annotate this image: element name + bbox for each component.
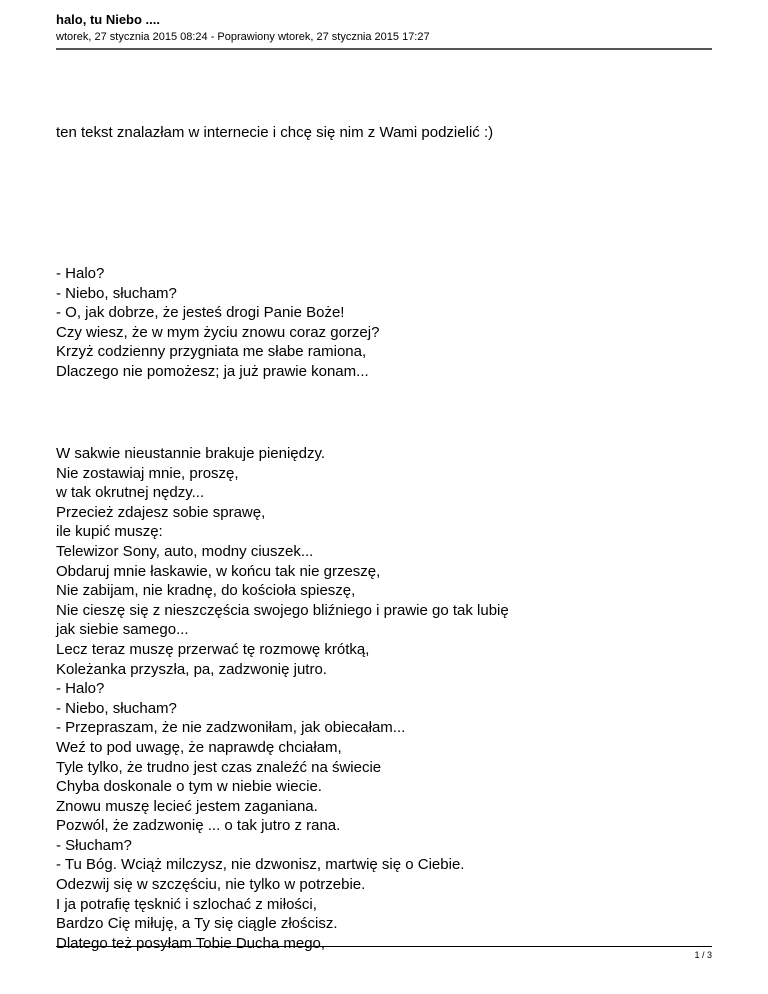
poem-line: Dlaczego nie pomożesz; ja już prawie konam... [56,362,369,380]
header-divider [56,48,712,50]
article-title: halo, tu Niebo .... [56,12,160,27]
document-header [56,12,712,44]
poem-line: Krzyż codzienny przygniata me słabe ramiona, [56,343,367,361]
poem-line: - Halo? [56,265,105,282]
poem-line: ile kupić muszę: [56,523,163,541]
poem-line: w tak okrutnej nędzy... [56,484,205,502]
poem-line: Znowu muszę lecieć jestem zaganiana. [56,797,318,815]
poem-line: Dlatego też posyłam Tobie Ducha mego, [56,934,326,952]
poem-stanza-2 [56,444,509,953]
poem-line: Bardzo Cię miłuję, a Ty się ciągle złościsz. [56,915,338,933]
poem-line: Pozwól, że zadzwonię ... o tak jutro z rana. [56,817,341,835]
poem-line: Czy wiesz, że w mym życiu znowu coraz gorzej? [56,323,380,341]
poem-line: Lecz teraz muszę przerwać tę rozmowę krótką, [56,640,370,658]
poem-line: Chyba doskonale o tym w niebie wiecie. [56,778,322,796]
poem-line: W sakwie nieustannie brakuje pieniędzy. [56,445,326,462]
poem-line: Telewizor Sony, auto, modny ciuszek... [56,542,314,560]
page-number: 1 / 3 [694,950,712,960]
poem-line: Odezwij się w szczęściu, nie tylko w potrzebie. [56,876,366,894]
poem-line: - Słucham? [56,836,132,854]
poem-line: jak siebie samego... [56,621,189,639]
poem-line: Obdaruj mnie łaskawie, w końcu tak nie grzeszę, [56,562,381,580]
poem-line: - Niebo, słucham? [56,699,177,717]
poem-line: - Przepraszam, że nie zadzwoniłam, jak obiecałam... [56,719,406,737]
footer-divider [56,946,712,947]
poem-line: - O, jak dobrze, że jesteś drogi Panie Boże! [56,304,345,322]
poem-line: - Tu Bóg. Wciąż milczysz, nie dzwonisz, martwię się o Ciebie. [56,856,465,874]
poem-line: - Niebo, słucham? [56,284,177,302]
poem-line: Tyle tylko, że trudno jest czas znaleźć na świecie [56,758,382,776]
poem-line: Nie cieszę się z nieszczęścia swojego bliźniego i prawie go tak lubię [56,601,509,619]
poem-line: Nie zabijam, nie kradnę, do kościoła spieszę, [56,582,356,600]
poem-line: I ja potrafię tęsknić i szlochać z miłości, [56,895,317,913]
poem-line: Weź to pod uwagę, że naprawdę chciałam, [56,738,342,756]
poem-line: - Halo? [56,680,105,698]
poem-stanza-1 [56,264,379,382]
poem-line: Przecież zdajesz sobie sprawę, [56,503,266,521]
intro-paragraph: ten tekst znalazłam w internecie i chcę się nim z Wami podzielić :) [56,124,494,141]
poem-line: Nie zostawiaj mnie, proszę, [56,464,239,482]
poem-line: Koleżanka przyszła, pa, zadzwonię jutro. [56,660,327,678]
article-date: wtorek, 27 stycznia 2015 08:24 - Poprawiony wtorek, 27 stycznia 2015 17:27 [56,31,430,43]
